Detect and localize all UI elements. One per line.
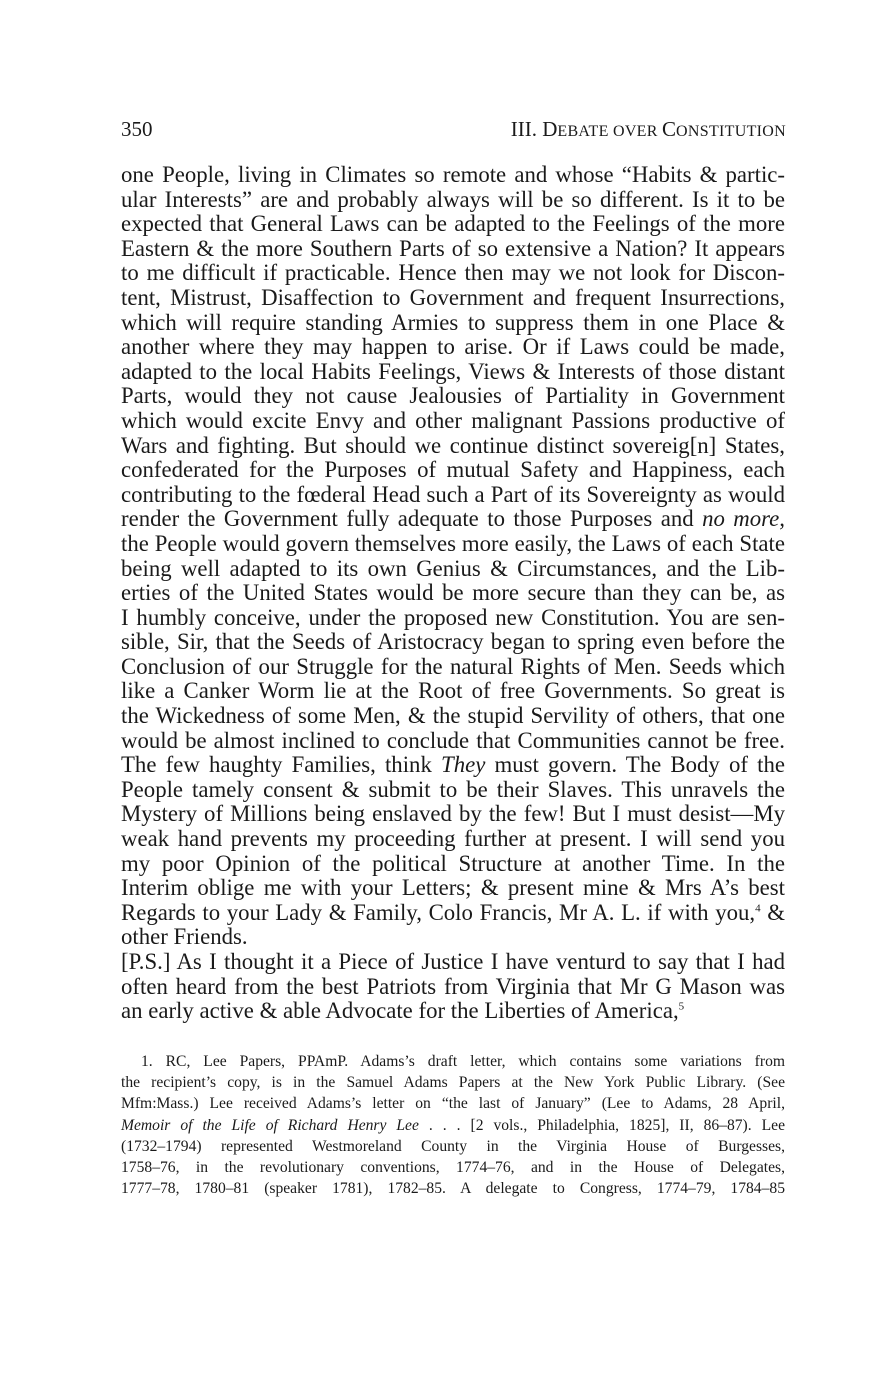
body-line: erties of the United States would be more secure than they can be, as	[121, 580, 785, 606]
body-line-text: &	[760, 899, 785, 925]
body-line: sible, Sir, that the Seeds of Aristocracy began to spring even before the	[121, 629, 785, 655]
body-line: tent, Mistrust, Disaffection to Government and frequent Insurrections,	[121, 284, 785, 310]
footnote-line: 1777–78, 1780–81 (speaker 1781), 1782–85. A delegate to Congress, 1774–79, 1784–85	[121, 1180, 785, 1198]
postscript-line: [P.S.] As I thought it a Piece of Justice I have venturd to say that I had	[121, 949, 785, 974]
running-head-smallcaps-2: ONSTITUTION	[676, 123, 786, 140]
letter-body	[121, 163, 785, 1024]
footnote-line	[121, 1115, 785, 1136]
body-line: Mystery of Millions being enslaved by the few! But I must desist—My	[121, 801, 785, 827]
footnote-line: the recipient’s copy, is in the Samuel Adams Papers at the New York Public Library. (See	[121, 1074, 785, 1092]
body-line: the People would govern themselves more easily, the Laws of each State	[121, 530, 785, 556]
footnote-ref-5: 5	[678, 1000, 685, 1013]
running-head-smallcaps-1: EBATE OVER	[557, 123, 663, 140]
body-line: Parts, would they not cause Jealousies of Partiality in Government	[121, 383, 785, 409]
emphasis-no-more: no more,	[702, 506, 785, 532]
body-line-text: must govern. The Body of the	[485, 752, 785, 778]
body-line	[121, 753, 785, 778]
body-line: which will require standing Armies to suppress them in one Place &	[121, 309, 785, 335]
body-line: being well adapted to its own Genius & Circumstances, and the Lib-	[121, 555, 785, 581]
body-line: like a Canker Worm lie at the Root of free Governments. So great is	[121, 678, 785, 704]
body-line: weak hand prevents my proceeding further at present. I will send you	[121, 826, 785, 852]
body-line-text: an early active & able Advocate for the Liberties of America,	[121, 998, 679, 1024]
footnote-ref-4: 4	[755, 902, 761, 915]
page-number: 350	[121, 117, 153, 141]
body-line: I humbly conceive, under the proposed new Constitution. You are sen-	[121, 604, 785, 630]
body-line: confederated for the Purposes of mutual Safety and Happiness, each	[121, 457, 785, 483]
body-line-text: render the Government fully adequate to those Purposes and	[121, 506, 703, 532]
footnote-line: (1732–1794) represented Westmoreland County in the Virginia House of Burgesses,	[121, 1137, 785, 1155]
body-line: Conclusion of our Struggle for the natural Rights of Men. Seeds which	[121, 653, 785, 679]
body-line: Eastern & the more Southern Parts of so extensive a Nation? It appears	[121, 235, 785, 261]
body-line: which would excite Envy and other malignant Passions productive of	[121, 407, 785, 433]
footnote-line: Mfm:Mass.) Lee received Adams’s letter on “the last of January” (Lee to Adams, 28 April,	[121, 1095, 785, 1113]
postscript-line	[121, 999, 785, 1024]
body-line-text: The few haughty Families, think	[121, 752, 442, 778]
body-line: other Friends.	[121, 924, 248, 950]
body-line: expected that General Laws can be adapted to the Feelings of the more	[121, 211, 785, 237]
body-line: Interim oblige me with your Letters; & present mine & Mrs A’s best	[121, 875, 785, 901]
body-line: ular Interests” are and probably always will be so different. Is it to be	[121, 186, 785, 212]
body-line: the Wickedness of some Men, & the stupid Servility of others, that one	[121, 703, 785, 729]
body-line: contributing to the fœderal Head such a Part of its Sovereignty as would	[121, 481, 785, 507]
body-line	[121, 507, 785, 532]
running-head-initial: III. D	[510, 117, 558, 141]
footnote-line: 1758–76, in the revolutionary conventions, 1774–76, and in the House of Delegates,	[121, 1158, 785, 1176]
postscript-line: often heard from the best Patriots from Virginia that Mr G Mason was	[121, 973, 785, 999]
footnotes	[121, 1051, 785, 1199]
emphasis-they: They	[441, 752, 486, 778]
body-line: would be almost inclined to conclude that Communities cannot be free.	[121, 727, 785, 753]
body-line: adapted to the local Habits Feelings, Views & Interests of those distant	[121, 358, 785, 384]
body-line: another where they may happen to arise. Or if Laws could be made,	[121, 334, 785, 360]
footnote-line: 1. RC, Lee Papers, PPAmP. Adams’s draft letter, which contains some variations from	[141, 1053, 785, 1070]
body-line: to me difficult if practicable. Hence then may we not look for Discon-	[121, 260, 785, 286]
footnote-line-text: . . . [2 vols., Philadelphia, 1825], II, 86–87). Lee	[418, 1116, 785, 1134]
body-line: my poor Opinion of the political Structure at another Time. In the	[121, 850, 785, 876]
body-line: one People, living in Climates so remote and whose “Habits & partic-	[121, 162, 785, 187]
book-title: Memoir of the Life of Richard Henry Lee	[121, 1116, 419, 1134]
running-head	[511, 116, 786, 145]
body-line: People tamely consent & submit to be their Slaves. This unravels the	[121, 776, 785, 802]
body-line-text: Regards to your Lady & Family, Colo Francis, Mr A. L. if with you,	[121, 899, 756, 925]
running-head-c: C	[662, 117, 677, 141]
body-line	[121, 901, 785, 926]
body-line: Wars and fighting. But should we continue distinct sovereig[n] States,	[121, 432, 785, 458]
